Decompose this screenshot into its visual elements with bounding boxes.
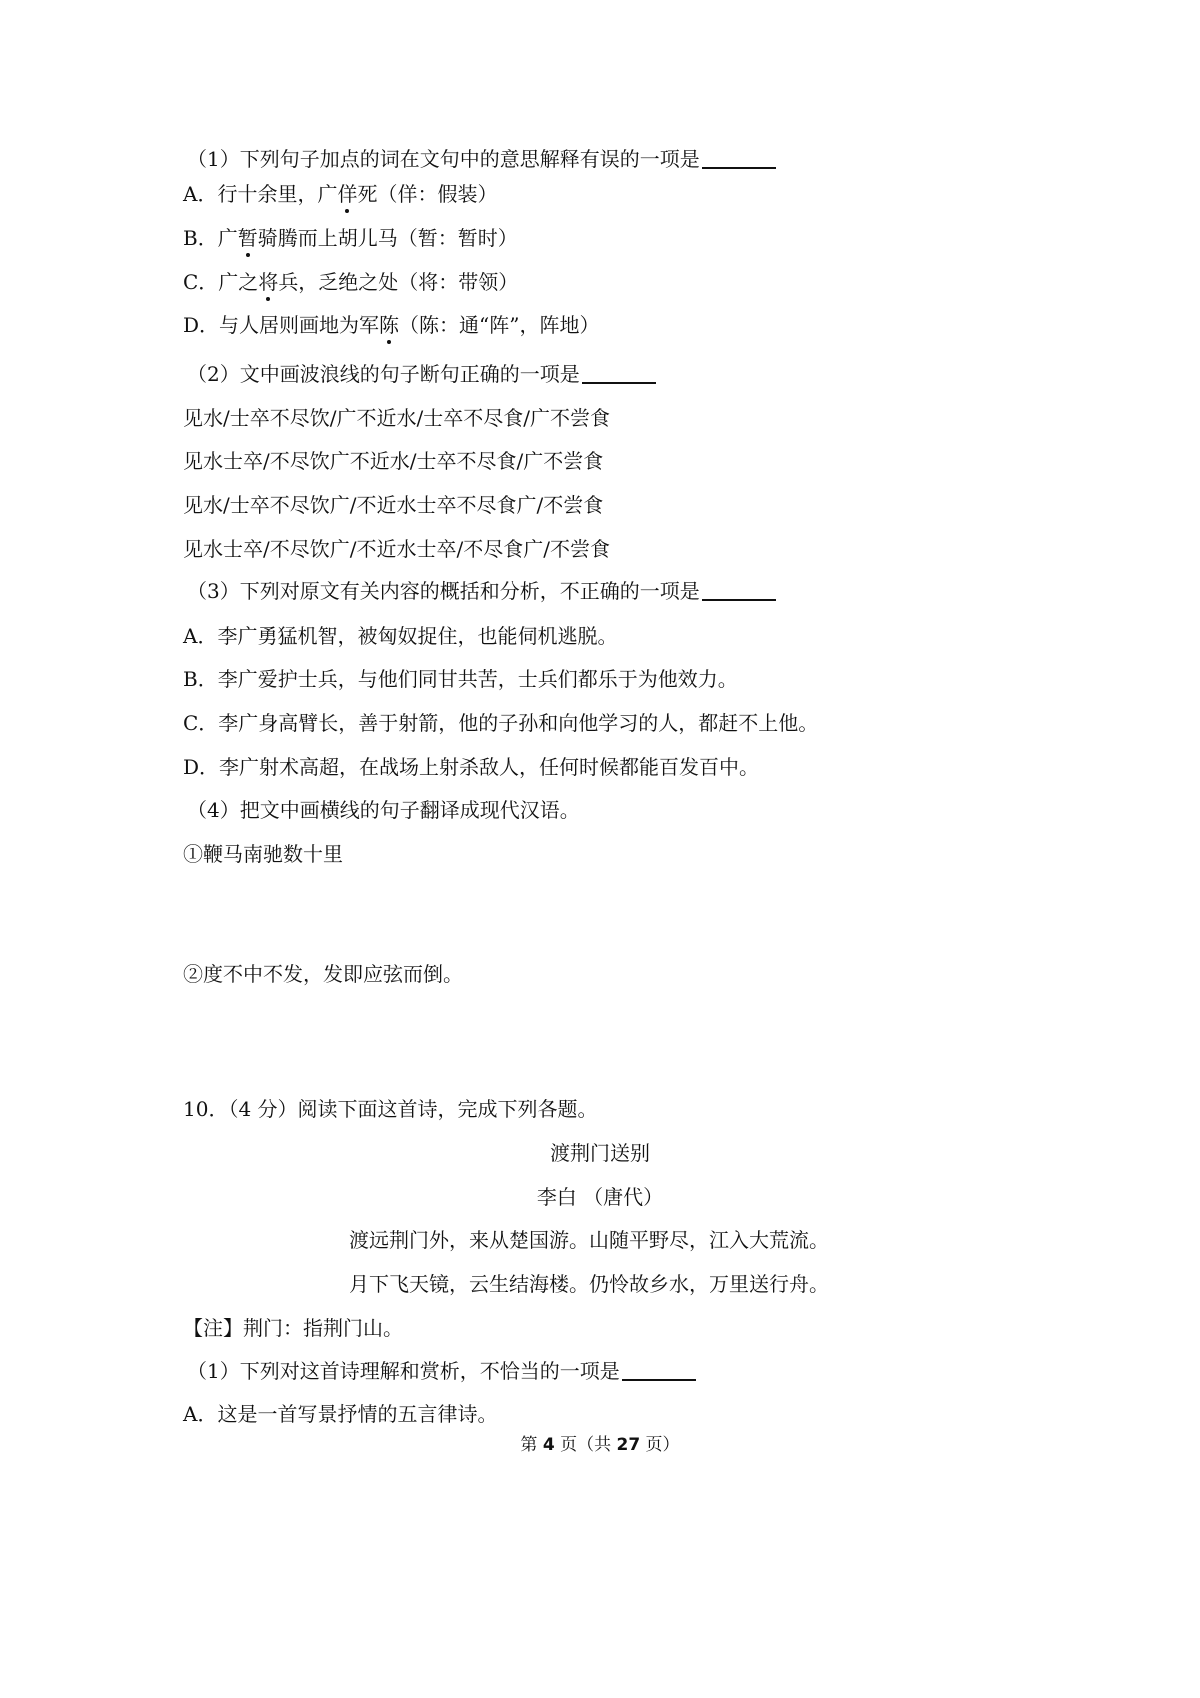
q9-sub1-option-c — [183, 269, 518, 295]
q9-sub1-stem — [187, 146, 776, 172]
q9-sub4-sentence-2: ②度不中不发，发即应弦而倒。 — [183, 962, 463, 986]
q9-sub1-option-d — [183, 312, 600, 338]
q9-sub3-stem-text: （3）下列对原文有关内容的概括和分析，不正确的一项是 — [187, 579, 700, 603]
option-b-post: 骑腾而上胡儿马（暂：暂时） — [257, 226, 518, 250]
q9-sub2-option-2: 见水士卒/不尽饮广不近水/士卒不尽食/广不尝食 — [183, 449, 604, 473]
footer-mid: 页（共 — [554, 1435, 617, 1455]
answer-blank[interactable] — [702, 167, 776, 169]
q10-sub1-stem-text: （1）下列对这首诗理解和赏析，不恰当的一项是 — [187, 1359, 620, 1383]
option-d-post: （陈：通“阵”，阵地） — [399, 313, 600, 337]
q9-sub2-stem — [187, 361, 656, 387]
footer-page-number: 4 — [542, 1435, 555, 1455]
q10-stem: 10．（4 分）阅读下面这首诗，完成下列各题。 — [183, 1097, 598, 1121]
q9-sub3-option-d: D．李广射术高超，在战场上射杀敌人，任何时候都能百发百中。 — [183, 755, 760, 779]
option-a-dotted-word: 佯 — [337, 182, 358, 206]
q9-sub2-stem-text: （2）文中画波浪线的句子断句正确的一项是 — [187, 362, 580, 386]
q10-sub1-option-a: A．这是一首写景抒情的五言律诗。 — [183, 1402, 498, 1426]
option-c-post: 兵，乏绝之处（将：带领） — [278, 270, 519, 294]
option-b-pre: B．广 — [183, 226, 238, 250]
footer-total-pages: 27 — [616, 1435, 641, 1455]
q9-sub3-stem — [187, 578, 776, 604]
option-c-pre: C．广之 — [183, 270, 259, 294]
page-footer — [0, 1432, 1200, 1458]
q9-sub1-option-a — [183, 181, 497, 207]
q9-sub4-sentence-1: ①鞭马南驰数十里 — [183, 842, 343, 866]
poem-line-1: 渡远荆门外，来从楚国游。山随平野尽，江入大荒流。 — [349, 1228, 829, 1252]
q9-sub2-option-3: 见水/士卒不尽饮广/不近水士卒不尽食广/不尝食 — [183, 493, 604, 517]
q9-sub3-option-c: C．李广身高臂长，善于射箭，他的子孙和向他学习的人，都赶不上他。 — [183, 711, 819, 735]
answer-blank[interactable] — [702, 599, 776, 601]
q9-sub2-option-4: 见水士卒/不尽饮广/不近水士卒/不尽食广/不尝食 — [183, 537, 610, 561]
poem-title: 渡荆门送别 — [550, 1141, 650, 1165]
option-d-dotted-word: 陈 — [379, 313, 400, 337]
footer-pre: 第 — [520, 1435, 543, 1455]
q9-sub2-option-1: 见水/士卒不尽饮/广不近水/士卒不尽食/广不尝食 — [183, 406, 610, 430]
q9-sub3-option-a: A．李广勇猛机智，被匈奴捉住，也能伺机逃脱。 — [183, 624, 618, 648]
poem-line-2: 月下飞天镜，云生结海楼。仍怜故乡水，万里送行舟。 — [349, 1272, 829, 1296]
q10-sub1-stem — [187, 1358, 696, 1384]
q9-sub1-stem-text: （1）下列句子加点的词在文句中的意思解释有误的一项是 — [187, 147, 700, 171]
option-d-pre: D．与人居则画地为军 — [183, 313, 380, 337]
q9-sub3-option-b: B．李广爱护士兵，与他们同甘共苦，士兵们都乐于为他效力。 — [183, 667, 738, 691]
option-a-post: 死（佯：假装） — [357, 182, 498, 206]
option-c-dotted-word: 将 — [258, 270, 279, 294]
option-b-dotted-word: 暂 — [237, 226, 258, 250]
poem-note: 【注】荆门：指荆门山。 — [183, 1316, 403, 1340]
answer-blank[interactable] — [622, 1379, 696, 1381]
footer-post: 页） — [640, 1435, 680, 1455]
option-a-pre: A．行十余里，广 — [183, 182, 338, 206]
answer-blank[interactable] — [582, 382, 656, 384]
q9-sub1-option-b — [183, 225, 518, 251]
poem-author: 李白 （唐代） — [536, 1185, 664, 1209]
q9-sub4-stem: （4）把文中画横线的句子翻译成现代汉语。 — [187, 798, 580, 822]
